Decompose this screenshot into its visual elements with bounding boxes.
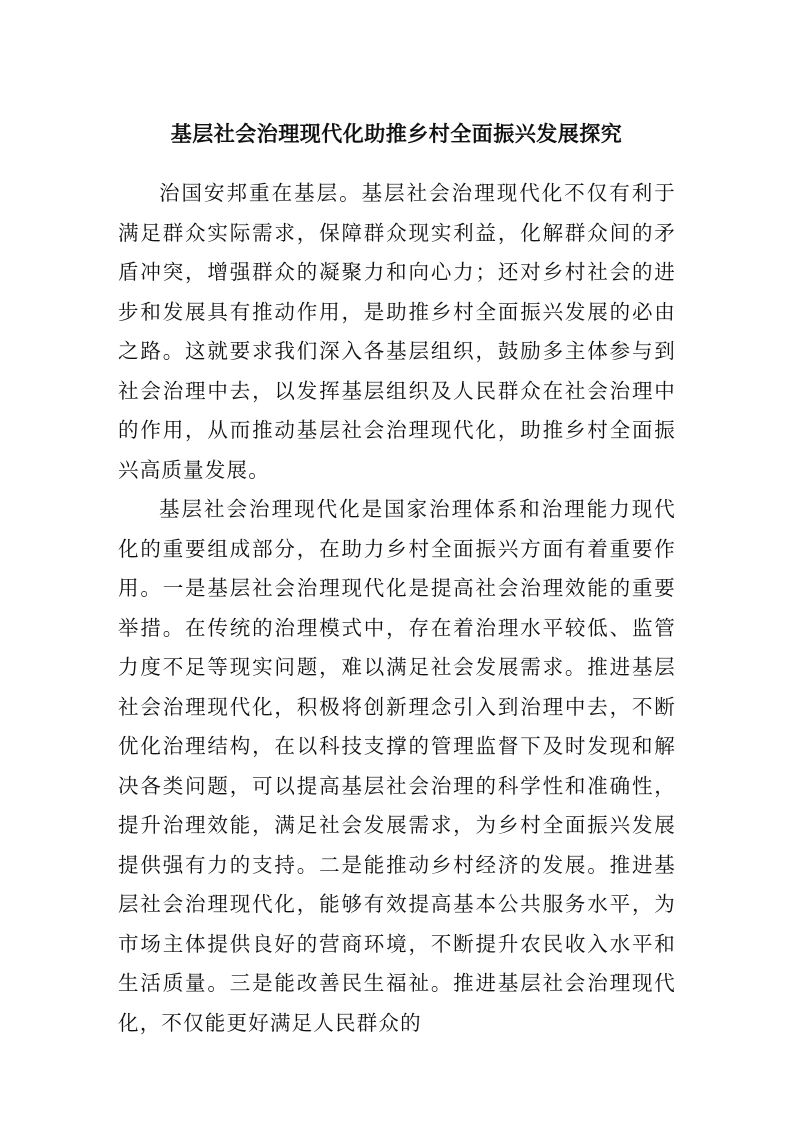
document-body bbox=[118, 174, 676, 1043]
document-title: 基层社会治理现代化助推乡村全面振兴发展探究 bbox=[170, 121, 623, 146]
paragraph-2: 基层社会治理现代化是国家治理体系和治理能力现代化的重要组成部分，在助力乡村全面振兴方面有着重要作用。一是基层社会治理现代化是提高社会治理效能的重要举措。在传统的治理模式中，存在着治理水平较低、监管力度不足等现实问题，难以满足社会发展需求。推进基层社会治理现代化，积极将创新理念引入到治理中去，不断优化治理结构，在以科技支撑的管理监督下及时发现和解决各类问题，可以提高基层社会治理的科学性和准确性，提升治理效能，满足社会发展需求，为乡村全面振兴发展提供强有力的支持。二是能推动乡村经济的发展。推进基层社会治理现代化，能够有效提高基本公共服务水平，为市场主体提供良好的营商环境，不断提升农民收入水平和生活质量。三是能改善民生福祉。推进基层社会治理现代化，不仅能更好满足人民群众的 bbox=[118, 497, 676, 1035]
paragraph-1: 治国安邦重在基层。基层社会治理现代化不仅有利于满足群众实际需求，保障群众现实利益，化解群众间的矛盾冲突，增强群众的凝聚力和向心力；还对乡村社会的进步和发展具有推动作用，是助推乡村全面振兴发展的必由之路。这就要求我们深入各基层组织，鼓励多主体参与到社会治理中去，以发挥基层组织及人民群众在社会治理中的作用，从而推动基层社会治理现代化，助推乡村全面振兴高质量发展。 bbox=[118, 181, 676, 482]
